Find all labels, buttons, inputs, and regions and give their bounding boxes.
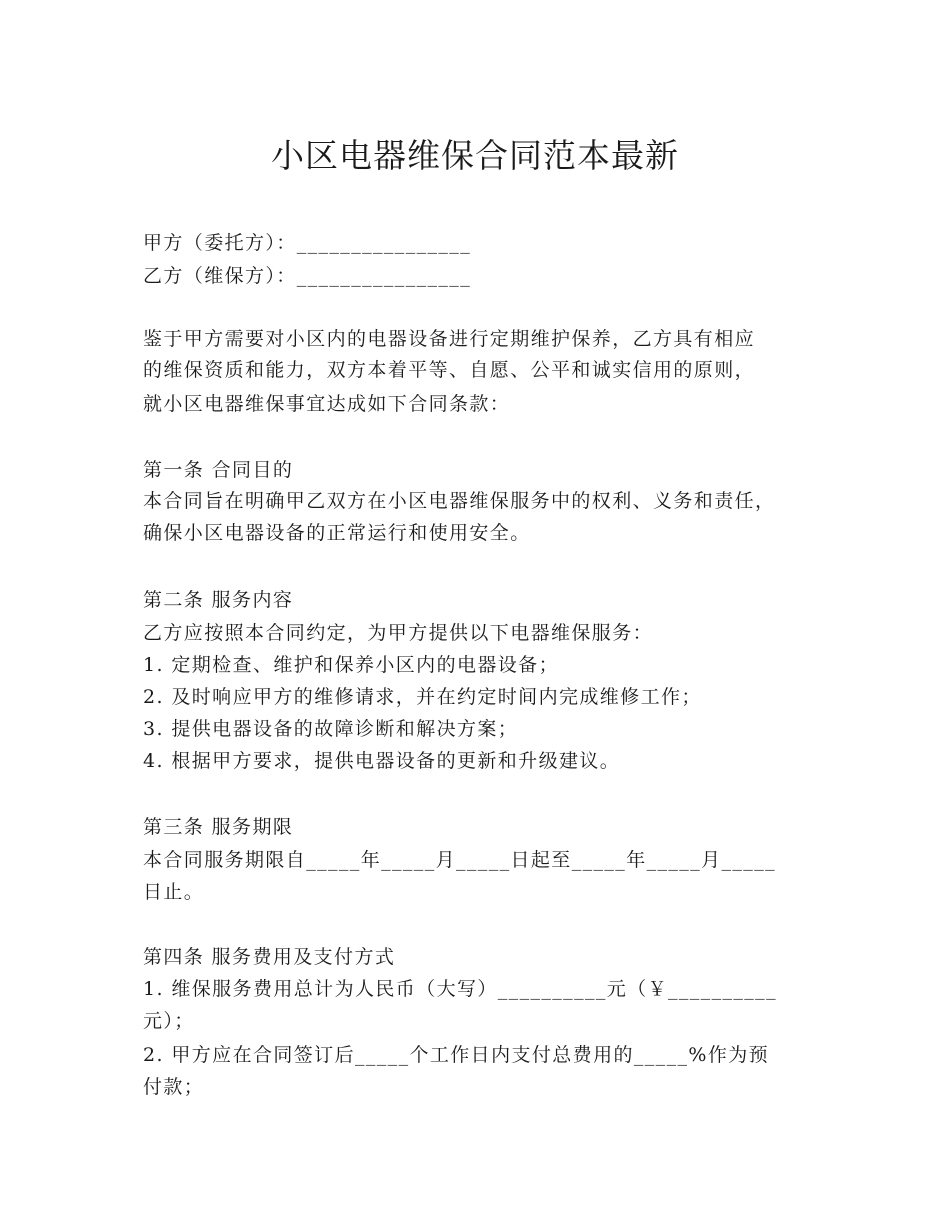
article-1-text: 本合同旨在明确甲乙双方在小区电器维保服务中的权利、义务和责任，	[143, 490, 776, 512]
article-2-list-item: 1. 定期检查、维护和保养小区内的电器设备；	[143, 654, 559, 676]
article-4-text: 元）；	[143, 1010, 195, 1032]
party-b-line: 乙方（维保方）：________________	[143, 265, 472, 287]
preamble-line: 就小区电器维保事宜达成如下合同条款：	[143, 393, 511, 415]
article-4-heading: 第四条 服务费用及支付方式	[143, 946, 396, 968]
article-1-heading: 第一条 合同目的	[143, 459, 294, 481]
article-4-text: 1. 维保服务费用总计为人民币（大写）__________元（￥__________	[143, 978, 777, 1000]
article-2-list-item: 4. 根据甲方要求，提供电器设备的更新和升级建议。	[143, 750, 621, 772]
article-1-text: 确保小区电器设备的正常运行和使用安全。	[143, 522, 531, 544]
article-3-text: 本合同服务期限自_____年_____月_____日起至_____年_____月_____	[143, 849, 777, 871]
article-3-heading: 第三条 服务期限	[143, 816, 294, 838]
preamble-line: 的维保资质和能力，双方本着平等、自愿、公平和诚实信用的原则，	[143, 359, 756, 381]
article-2-heading: 第二条 服务内容	[143, 589, 294, 611]
article-3-text: 日止。	[143, 881, 205, 903]
document-title: 小区电器维保合同范本最新	[271, 136, 679, 175]
article-4-text: 2. 甲方应在合同签订后_____个工作日内支付总费用的_____%作为预	[143, 1044, 770, 1066]
preamble-line: 鉴于甲方需要对小区内的电器设备进行定期维护保养，乙方具有相应	[143, 328, 756, 350]
article-2-list-item: 3. 提供电器设备的故障诊断和解决方案；	[143, 718, 519, 740]
article-2-text: 乙方应按照本合同约定，为甲方提供以下电器维保服务：	[143, 622, 654, 644]
article-4-text: 付款；	[143, 1076, 205, 1098]
party-a-line: 甲方（委托方）：________________	[143, 232, 472, 254]
article-2-list-item: 2. 及时响应甲方的维修请求，并在约定时间内完成维修工作；	[143, 686, 702, 708]
